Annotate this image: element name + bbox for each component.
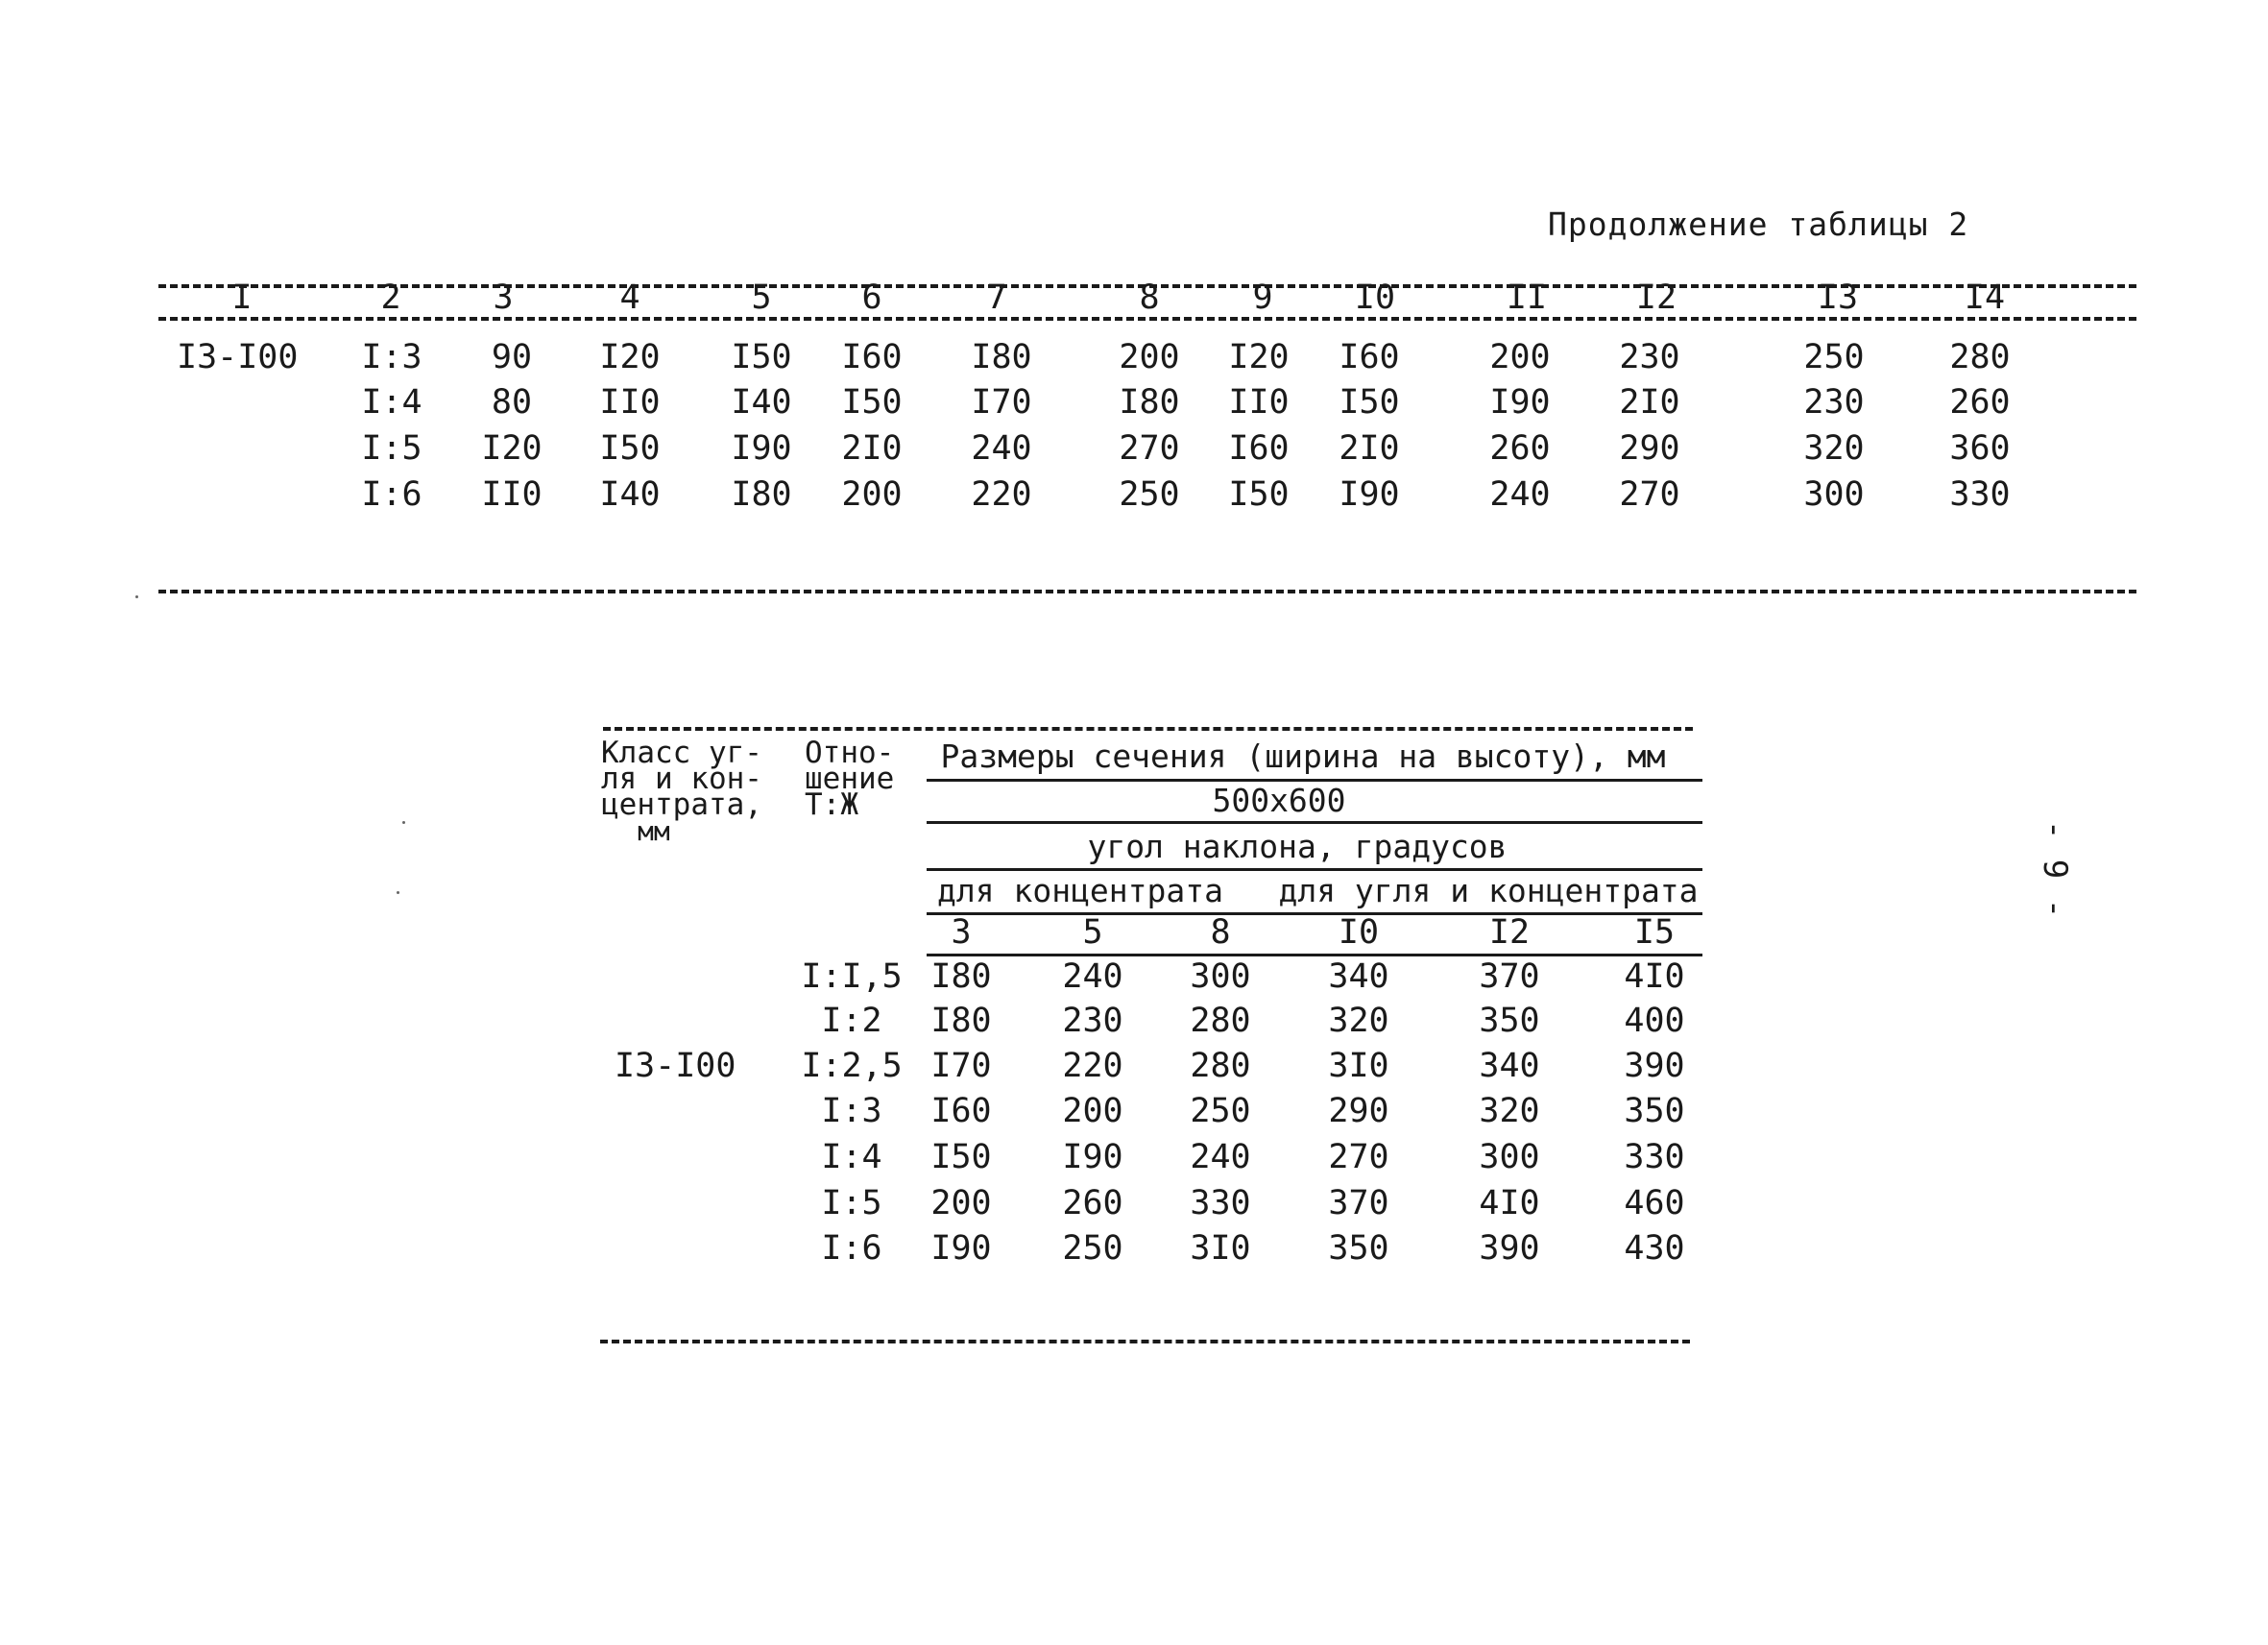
header-section-value: 500х600: [1212, 782, 1346, 819]
table-caption: Продолжение таблицы 2: [1548, 206, 1969, 243]
angle-column-header: I0: [1338, 913, 1380, 952]
table-cell: I60: [1228, 429, 1290, 468]
table-cell: I70: [930, 1047, 992, 1085]
table-cell: 200: [1119, 338, 1180, 376]
row-ratio: I:5: [361, 429, 422, 468]
table2-class-label: I3-I00: [615, 1047, 736, 1085]
table-cell: I90: [1062, 1138, 1123, 1176]
row-ratio: I:4: [361, 383, 422, 422]
header-ratio-line-2: шение: [805, 762, 895, 796]
table-cell: 400: [1624, 1002, 1685, 1040]
angle-column-header: I2: [1488, 913, 1531, 952]
column-number: I: [231, 278, 253, 317]
table-cell: I90: [731, 429, 792, 468]
column-number: I4: [1964, 278, 2006, 317]
table-cell: 250: [1119, 475, 1180, 514]
row-ratio: I:4: [821, 1138, 882, 1176]
table-cell: 340: [1328, 957, 1389, 996]
table-cell: 280: [1190, 1002, 1251, 1040]
row-ratio: I:2: [821, 1002, 882, 1040]
column-number: I2: [1635, 278, 1677, 317]
table-cell: 350: [1328, 1229, 1389, 1268]
table-cell: I40: [599, 475, 661, 514]
table-cell: 4I0: [1479, 1184, 1540, 1222]
table-cell: 460: [1624, 1184, 1685, 1222]
page-number: - 9 -: [2036, 819, 2074, 919]
rule-5: [927, 954, 1702, 956]
table-cell: I80: [731, 475, 792, 514]
table-cell: 350: [1624, 1092, 1685, 1130]
column-number: I3: [1817, 278, 1859, 317]
table-cell: 3I0: [1190, 1229, 1251, 1268]
row-ratio: I:5: [821, 1184, 882, 1222]
table-cell: 390: [1479, 1229, 1540, 1268]
table-cell: 80: [491, 383, 533, 422]
row-ratio: I:3: [361, 338, 422, 376]
table-cell: I90: [1339, 475, 1400, 514]
row-ratio: I:2,5: [801, 1047, 903, 1085]
table-cell: 260: [1062, 1184, 1123, 1222]
table-cell: I60: [930, 1092, 992, 1130]
header-for-coal-and-concentrate: для угля и концентрата: [1278, 872, 1699, 909]
table-cell: 260: [1489, 429, 1551, 468]
table-cell: 230: [1619, 338, 1680, 376]
table-cell: 360: [1949, 429, 2011, 468]
table-cell: 290: [1328, 1092, 1389, 1130]
table-cell: 340: [1479, 1047, 1540, 1085]
table-cell: 330: [1624, 1138, 1685, 1176]
table-cell: 240: [1489, 475, 1551, 514]
table-cell: 280: [1949, 338, 2011, 376]
table-cell: 300: [1190, 957, 1251, 996]
header-class-line-2: ля и кон-: [601, 762, 762, 796]
table-cell: I50: [599, 429, 661, 468]
table-cell: 220: [971, 475, 1032, 514]
table-cell: 300: [1479, 1138, 1540, 1176]
column-number: 4: [619, 278, 640, 317]
column-number: 6: [861, 278, 882, 317]
table-cell: 230: [1803, 383, 1865, 422]
table-cell: 200: [1489, 338, 1551, 376]
table-cell: 330: [1190, 1184, 1251, 1222]
angle-column-header: 3: [951, 913, 972, 952]
table-cell: 200: [1062, 1092, 1123, 1130]
table-cell: I60: [841, 338, 903, 376]
header-bottom-dash: [158, 317, 2136, 321]
table-cell: 4I0: [1624, 957, 1685, 996]
column-number: 8: [1139, 278, 1160, 317]
table-cell: 320: [1328, 1002, 1389, 1040]
rule-4: [927, 912, 1702, 915]
table-cell: I50: [841, 383, 903, 422]
table-cell: I50: [731, 338, 792, 376]
table-cell: 250: [1190, 1092, 1251, 1130]
table1-bottom-dash: [158, 590, 2136, 593]
table-cell: I90: [1489, 383, 1551, 422]
row-class-label: I3-I00: [177, 338, 299, 376]
table-cell: 270: [1328, 1138, 1389, 1176]
table-cell: I80: [930, 1002, 992, 1040]
table-cell: 350: [1479, 1002, 1540, 1040]
column-number: 7: [986, 278, 1007, 317]
table-cell: I80: [1119, 383, 1180, 422]
scan-speck: [397, 891, 399, 894]
column-number: 2: [380, 278, 401, 317]
table-cell: 280: [1190, 1047, 1251, 1085]
scan-speck: [402, 821, 405, 824]
table2-bottom-dash: [600, 1340, 1690, 1343]
header-angle: угол наклона, градусов: [1087, 828, 1508, 865]
table-cell: 430: [1624, 1229, 1685, 1268]
header-ratio-line-1: Отно-: [805, 736, 895, 770]
table-cell: 330: [1949, 475, 2011, 514]
header-for-concentrate: для концентрата: [936, 872, 1224, 909]
table-cell: 290: [1619, 429, 1680, 468]
table-cell: 320: [1803, 429, 1865, 468]
row-ratio: I:6: [361, 475, 422, 514]
table-cell: II0: [599, 383, 661, 422]
table-cell: 320: [1479, 1092, 1540, 1130]
table-cell: I20: [1228, 338, 1290, 376]
table-cell: 240: [1062, 957, 1123, 996]
header-ratio-line-3: Т:Ж: [805, 787, 858, 822]
angle-column-header: 5: [1082, 913, 1103, 952]
table-cell: I50: [1339, 383, 1400, 422]
column-number: 3: [493, 278, 514, 317]
header-class-line-3: центрата,: [601, 787, 762, 822]
table-cell: 2I0: [1339, 429, 1400, 468]
rule-3: [927, 868, 1702, 871]
angle-column-header: 8: [1210, 913, 1231, 952]
table2-top-dash: [603, 727, 1693, 731]
table-cell: 240: [1190, 1138, 1251, 1176]
column-number: 9: [1252, 278, 1273, 317]
table-cell: 270: [1119, 429, 1180, 468]
row-ratio: I:3: [821, 1092, 882, 1130]
table-cell: 230: [1062, 1002, 1123, 1040]
table-cell: I50: [930, 1138, 992, 1176]
row-ratio: I:6: [821, 1229, 882, 1268]
header-section-sizes: Размеры сечения (ширина на высоту), мм: [940, 738, 1666, 775]
table-cell: 200: [930, 1184, 992, 1222]
table-cell: 3I0: [1328, 1047, 1389, 1085]
table-cell: I50: [1228, 475, 1290, 514]
column-number: II: [1506, 278, 1548, 317]
table-cell: 2I0: [841, 429, 903, 468]
table-cell: I60: [1339, 338, 1400, 376]
table-cell: 240: [971, 429, 1032, 468]
table-cell: I80: [971, 338, 1032, 376]
table-cell: 390: [1624, 1047, 1685, 1085]
table-cell: II0: [481, 475, 543, 514]
table-cell: I20: [599, 338, 661, 376]
table-cell: 200: [841, 475, 903, 514]
table-cell: 270: [1619, 475, 1680, 514]
table-cell: 260: [1949, 383, 2011, 422]
column-number: I0: [1354, 278, 1396, 317]
table-cell: 90: [491, 338, 533, 376]
angle-column-header: I5: [1633, 913, 1676, 952]
header-class-line-4: мм: [638, 815, 670, 847]
row-ratio: I:I,5: [801, 957, 903, 996]
table-cell: 250: [1062, 1229, 1123, 1268]
table-cell: II0: [1228, 383, 1290, 422]
table-cell: 370: [1328, 1184, 1389, 1222]
table-cell: I20: [481, 429, 543, 468]
table-cell: 220: [1062, 1047, 1123, 1085]
column-number: 5: [751, 278, 772, 317]
scan-speck: [135, 595, 138, 598]
table-cell: I90: [930, 1229, 992, 1268]
table-cell: I40: [731, 383, 792, 422]
table-cell: 250: [1803, 338, 1865, 376]
table-cell: 370: [1479, 957, 1540, 996]
table-cell: 300: [1803, 475, 1865, 514]
header-class-line-1: Класс уг-: [601, 736, 762, 770]
table-cell: 2I0: [1619, 383, 1680, 422]
table-cell: I80: [930, 957, 992, 996]
rule-2: [927, 821, 1702, 824]
table-cell: I70: [971, 383, 1032, 422]
